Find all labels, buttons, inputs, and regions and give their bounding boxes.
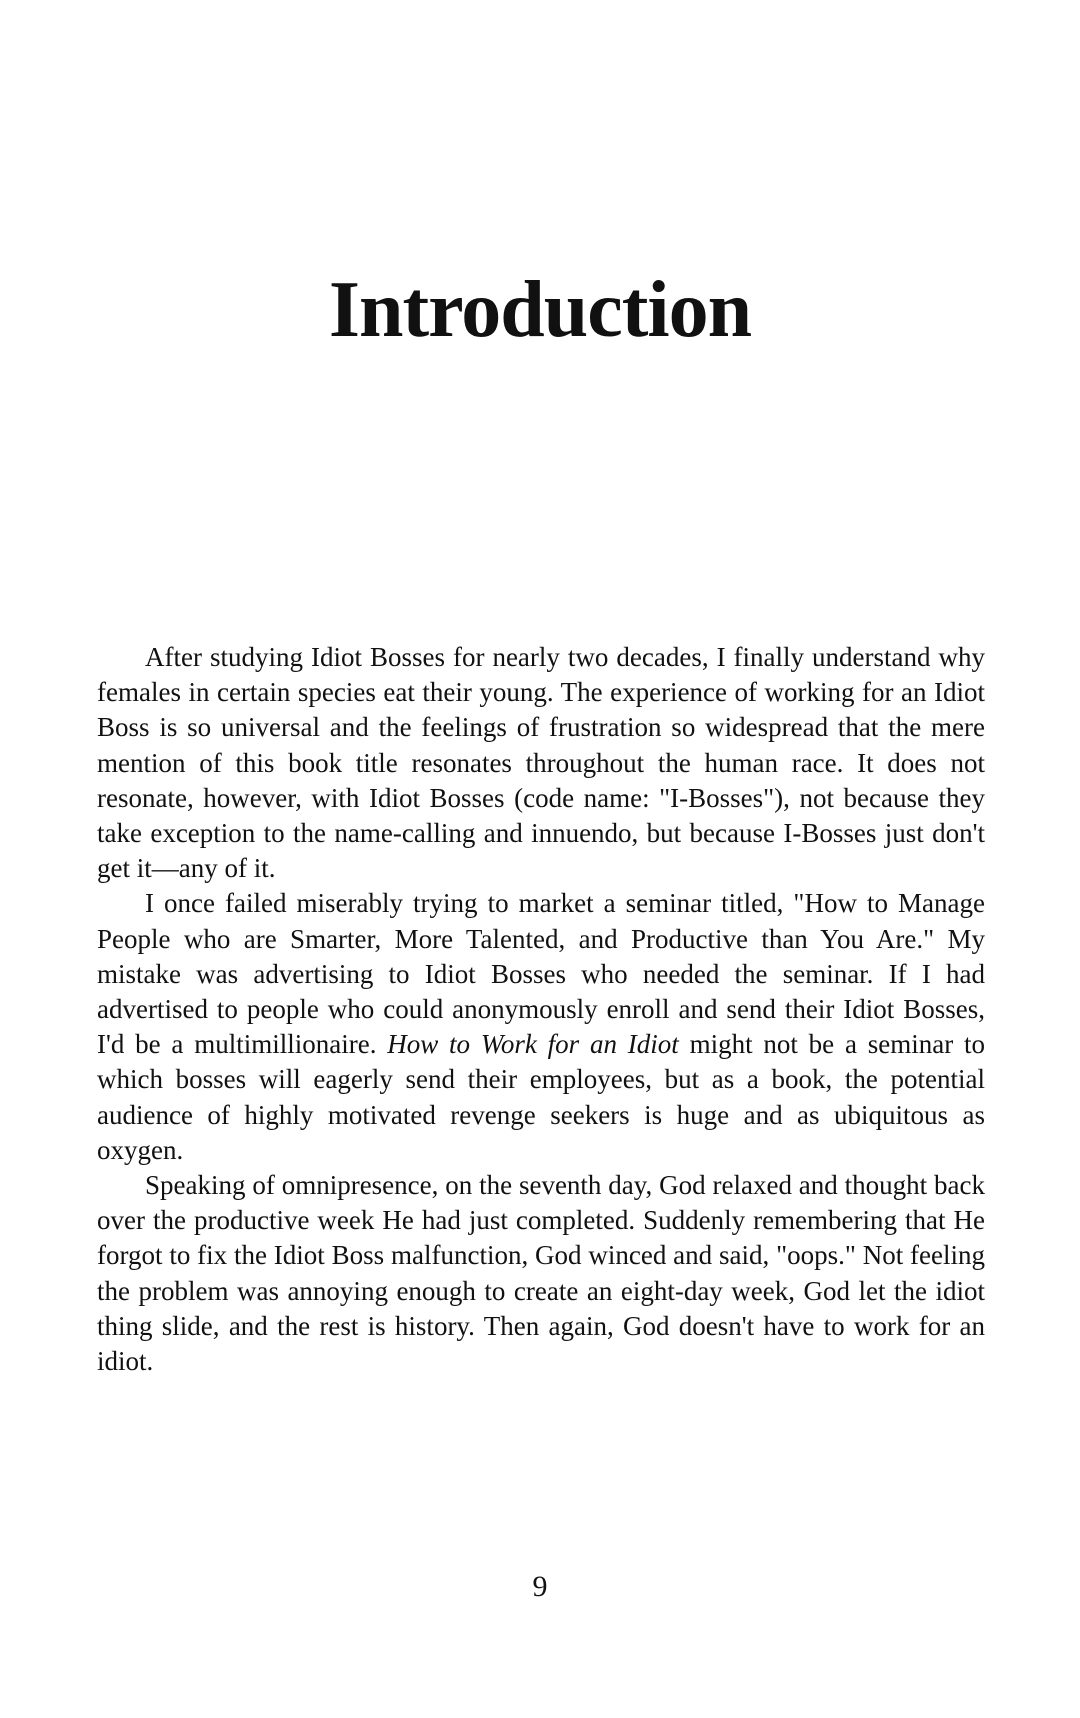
page-number: 9 <box>532 1570 548 1603</box>
chapter-title: Introduction <box>328 266 752 354</box>
paragraph-2-text-after: might not be a seminar to which bosses will eagerly send their employees, but as a book, the potential audience of highly motivated revenge seekers is huge and as ubiquitous as oxygen. <box>97 1029 985 1165</box>
book-title-reference: How to Work for an Idiot <box>387 1029 679 1060</box>
paragraph-3: Speaking of omnipresence, on the seventh day, God relaxed and thought back over the productive week He had just completed. Suddenly remembering that He forgot to fix the Idiot Boss malfunction, God winced and said, "oops." Not feeling the problem was annoying enough to create an eight-day week, God let the idiot thing slide, and the rest is history. Then again, God doesn't have to work for an idiot. <box>97 1170 985 1377</box>
body-text <box>97 640 985 1379</box>
paragraph-2-text-before: I once failed miserably trying to market a seminar titled, "How to Manage People who are Smarter, More Talented, and Productive than You Are." My mistake was advertising to Idiot Bosses who needed the seminar. If I had advertised to people who could anonymously enroll and send their Idiot Bosses, I'd be a multimillionaire. <box>97 888 985 1060</box>
paragraph-1: After studying Idiot Bosses for nearly two decades, I finally understand why females in certain species eat their young. The experience of working for an Idiot Boss is so universal and the feelings of frustration so widespread that the mere mention of this book title resonates throughout the human race. It does not resonate, however, with Idiot Bosses (code name: "I-Bosses"), not because they take exception to the name-calling and innuendo, but because I-Bosses just don't get it—any of it. <box>97 642 985 884</box>
paragraph-2 <box>97 886 985 1168</box>
